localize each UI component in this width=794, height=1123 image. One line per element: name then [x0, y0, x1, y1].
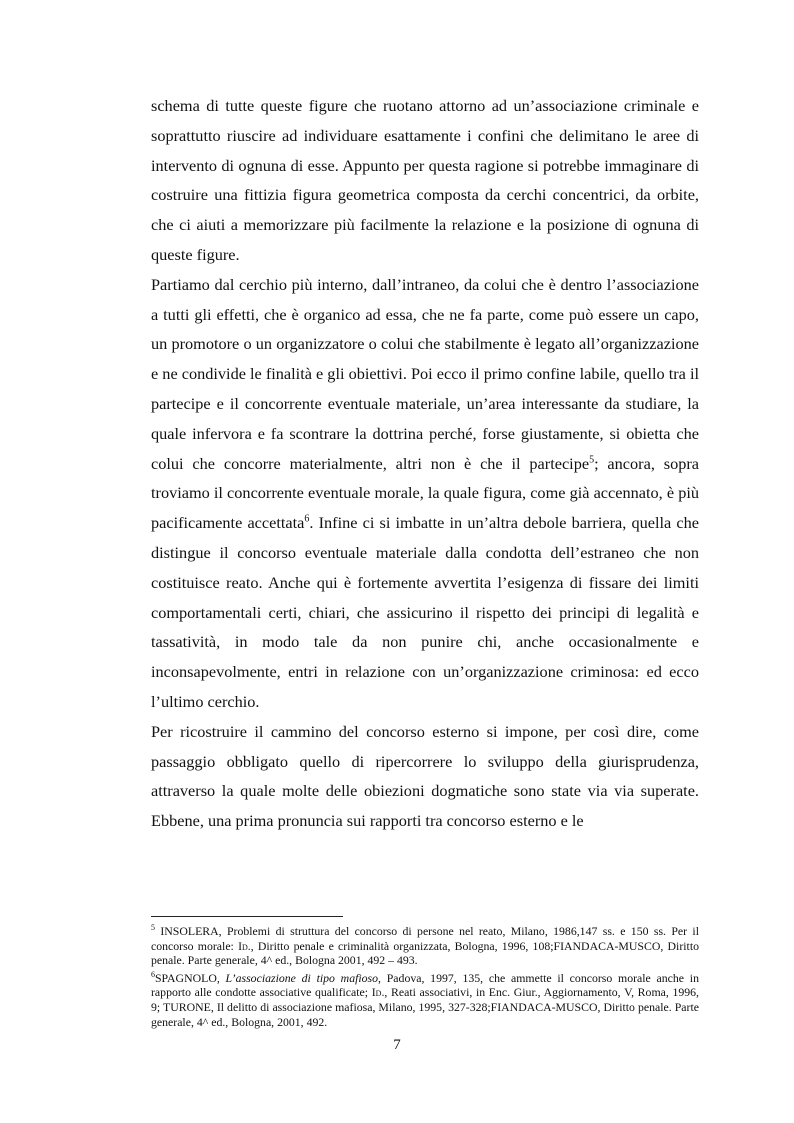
footnote-separator — [151, 916, 343, 917]
footnote-ref-5[interactable]: 5 — [589, 454, 595, 466]
footnote-number: 6 — [151, 969, 155, 979]
footnotes — [151, 924, 699, 1032]
footnote-ref-6[interactable]: 6 — [304, 513, 310, 525]
paragraph — [151, 717, 699, 836]
paragraph — [151, 270, 699, 717]
ibid-abbrev: Id. — [238, 938, 251, 953]
paragraph — [151, 91, 699, 270]
text-run: INSOLERA, Problemi di struttura del concorso di persone nel reato, Milano, 1986,147 ss. e 150 ss. Per il concorso morale: — [151, 924, 699, 953]
book-title: L’associazione di tipo mafioso — [225, 970, 379, 985]
text-run: SPAGNOLO, — [155, 970, 226, 985]
text-run: , Reati associativi, in Enc. Giur., Aggiornamento, V, Roma, 1996, 9; TURONE, Il delitto di associazione mafiosa, Milano, 1995, 327-328;FIANDACA-MUSCO, Diritto penale. Parte generale, 4^ ed., Bologna, 2001, 492. — [151, 985, 700, 1029]
footnote-6 — [151, 971, 699, 1029]
text-run: schema di tutte queste figure che ruotano attorno ad un’associazione criminale e soprattutto riuscire ad individuare esattamente i confini che delimitano le aree di intervento di ognuna di esse. Appunto per questa ragione si potrebbe immaginare di costruire una fittizia figura geometrica composta da cerchi concentrici, da orbite, che ci aiuti a memorizzare più facilmente la relazione e la posizione di ognuna di queste figure. — [151, 96, 699, 264]
body-text — [151, 91, 699, 836]
text-run: , Padova, 1997, 135, che ammette il concorso morale anche in rapporto alle condotte associative qualificate; — [151, 970, 699, 1000]
text-run: Partiamo dal cerchio più interno, dall’intraneo, da colui che è dentro l’associazione a tutti gli effetti, che è organico ad essa, che ne fa parte, come può essere un capo, un promotore o un organizzatore o colui che stabilmente è legato all’organizzazione e ne condivide le finalità e gli obiettivi. Poi ecco il primo confine labile, quello tra il partecipe e il concorrente eventuale materiale, un’area interessante da studiare, la quale infervora e fa scontrare la dottrina perché, forse giustamente, si obietta che colui che concorre materialmente, altri non è che il partecipe — [151, 274, 699, 473]
ibid-abbrev: Id. — [371, 985, 385, 1000]
text-run: , Diritto penale e criminalità organizzata, Bologna, 1996, 108;FIANDACA-MUSCO, Diritto penale. Parte generale, 4^ ed., Bologna 2001, 492 – 493. — [151, 938, 699, 968]
footnote-5 — [151, 924, 699, 968]
text-run: . Infine ci si imbatte in un’altra debole barriera, quella che distingue il concorso eventuale materiale dalla condotta dell’estraneo che non costituisce reato. Anche qui è fortemente avvertita l’esigenza di fissare dei limiti comportamentali certi, chiari, che assicurino il rispetto dei principi di legalità e tassatività, in modo tale da non punire chi, anche occasionalmente e inconsapevolmente, entri in relazione con un’organizzazione criminosa: ed ecco l’ultimo cerchio. — [151, 513, 699, 711]
text-run: ; ancora, sopra troviamo il concorrente eventuale morale, la quale figura, come già accennato, è più pacificamente accettata — [151, 453, 699, 533]
text-run: Per ricostruire il cammino del concorso esterno si impone, per così dire, come passaggio obbligato quello di ripercorrere lo sviluppo della giurisprudenza, attraverso la quale molte delle obiezioni dogmatiche sono state via via superate. Ebbene, una prima pronuncia sui rapporti tra concorso esterno e le — [151, 721, 699, 831]
footnote-number: 5 — [151, 923, 155, 933]
page-number: 7 — [393, 1037, 401, 1053]
